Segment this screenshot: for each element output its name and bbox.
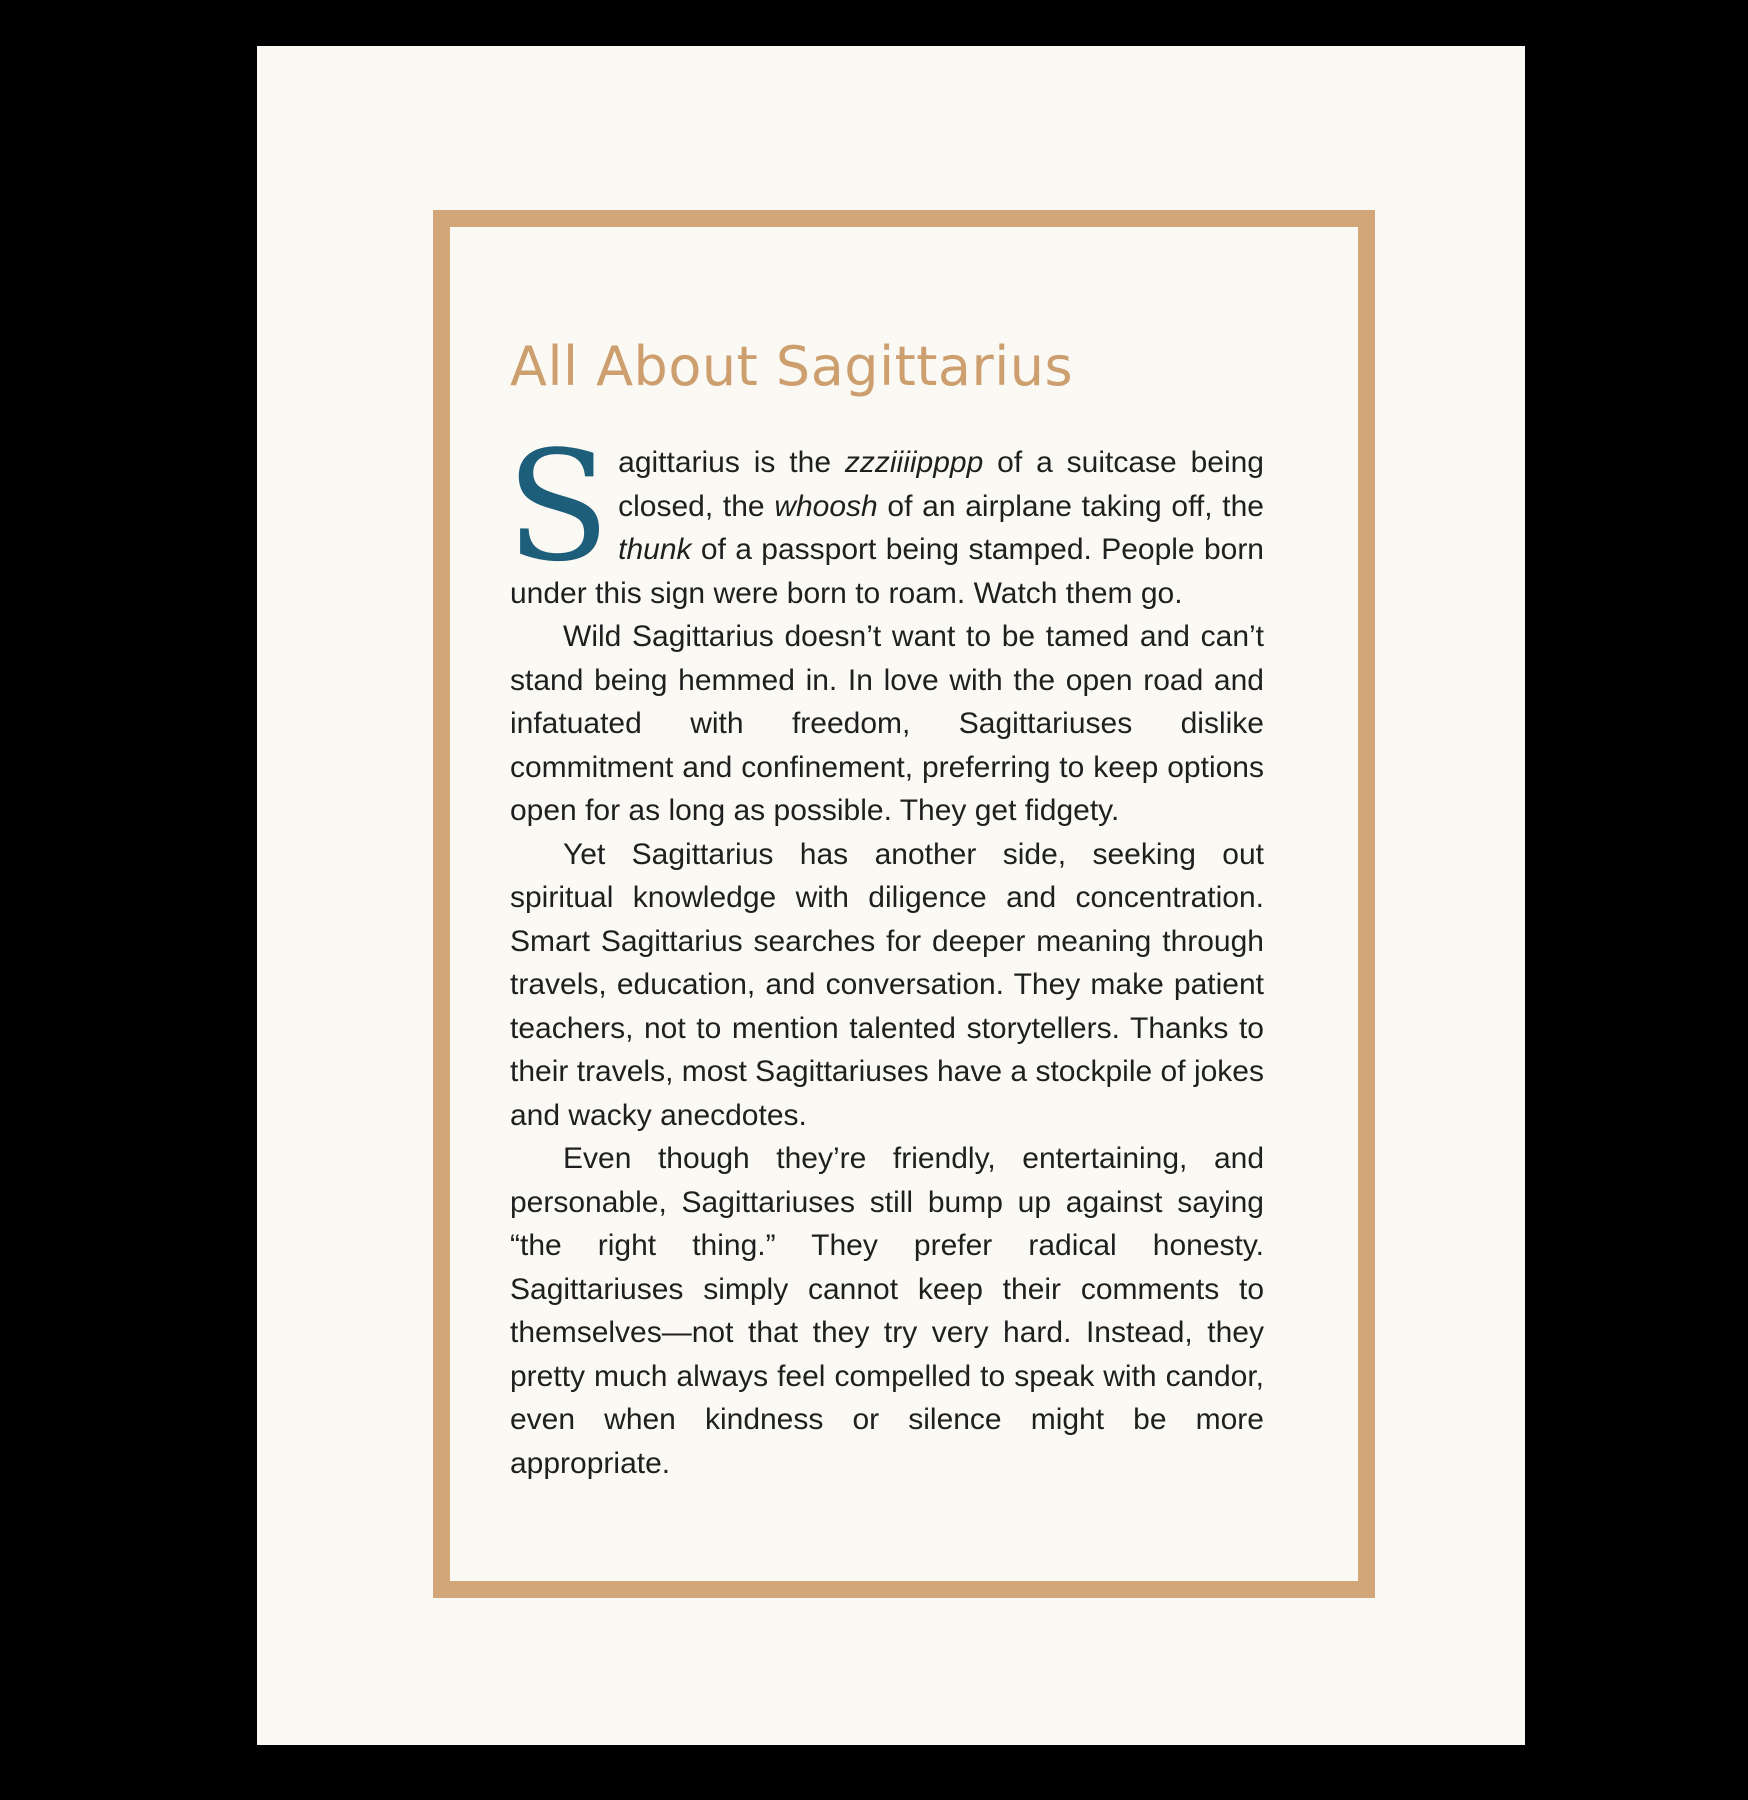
decorative-frame <box>433 210 1375 1598</box>
paragraph-1-italic-whoosh: whoosh <box>774 489 878 523</box>
page-title: All About Sagittarius <box>510 335 1074 398</box>
drop-cap: S <box>506 418 611 595</box>
paragraph-1 <box>506 418 1264 615</box>
paragraph-1-italic-zip: zzziiiipppp <box>844 446 984 479</box>
paragraph-1-text-d: of a passport being stamped. People born under this sign were born to roam. Watch them go. <box>510 533 1264 610</box>
body-text <box>506 418 1264 1485</box>
paragraph-2: Wild Sagittarius doesn’t want to be tamed and can’t stand being hemmed in. In love with the open road and infatuated with freedom, Sagittariuses dislike commitment and confinement, preferring to keep options open for as long as possible. They get fidgety. <box>510 620 1264 827</box>
book-page <box>257 46 1525 1745</box>
paragraph-1-text-c: of an airplane taking off, the <box>877 489 1264 523</box>
paragraph-4: Even though they’re friendly, entertaining, and personable, Sagittariuses still bump up against saying “the right thing.” They prefer radical honesty. Sagittariuses simply cannot keep their comments to themselves—not that they try very hard. Instead, they pretty much always feel compelled to speak with candor, even when kindness or silence might be more appropriate. <box>510 1142 1264 1480</box>
paragraph-3: Yet Sagittarius has another side, seeking out spiritual knowledge with diligence and concentration. Smart Sagittarius searches for deeper meaning through travels, education, and conversation. They make patient teachers, not to mention talented storytellers. Thanks to their travels, most Sagittariuses have a stockpile of jokes and wacky anecdotes. <box>510 837 1264 1132</box>
paragraph-1-text-a: agittarius is the <box>618 446 845 479</box>
page-content <box>506 335 1264 1485</box>
paragraph-1-italic-thunk: thunk <box>618 533 692 566</box>
paragraph-1-text-b: of a suitcase being closed, the <box>618 446 1264 523</box>
